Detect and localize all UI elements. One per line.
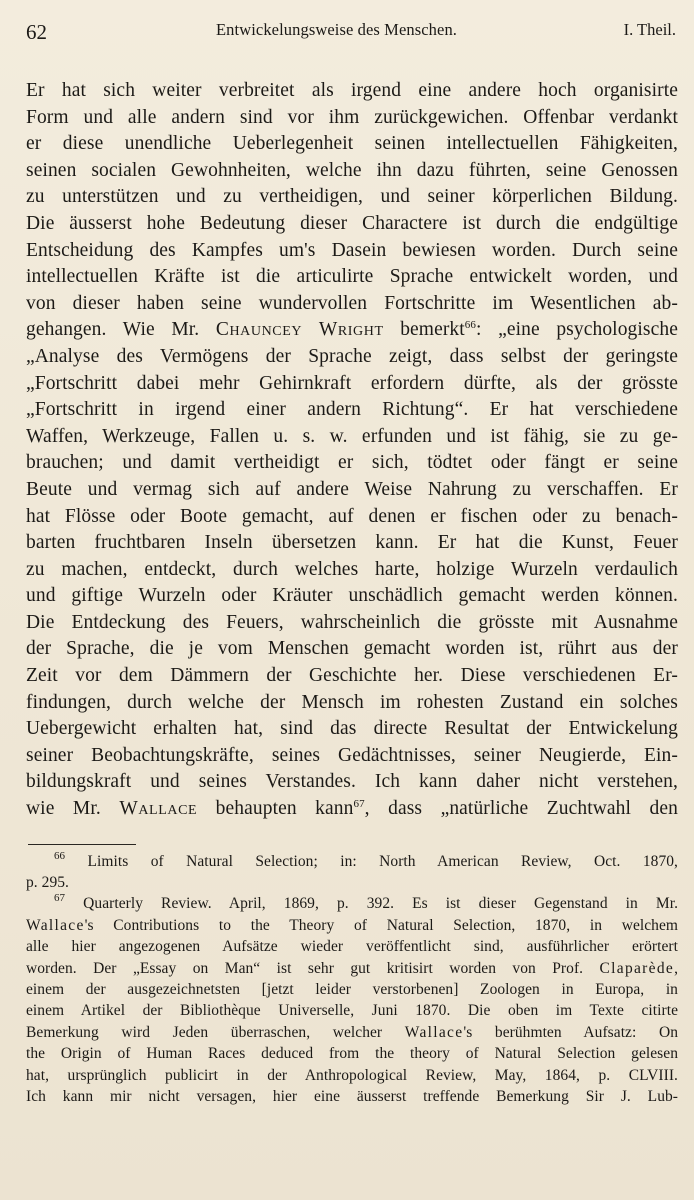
text-line-wright-citation xyxy=(26,317,678,344)
text-line: zu machen, entdeckt, durch welches harte, holzige Wurzeln verdaulich xyxy=(26,558,678,580)
text-line-wallace-citation xyxy=(26,796,678,823)
footnote-line: Ich kann mir nicht versagen, hier eine äusserst treffende Bemerkung Sir J. Lub- xyxy=(26,1088,678,1106)
page-number: 62 xyxy=(26,20,47,44)
text-line: bildungskraft und seines Verstandes. Ich kann daher nicht verstehen, xyxy=(26,771,678,793)
text-line: Beute und vermag sich auf andere Weise Nahrung zu verschaffen. Er xyxy=(26,478,678,500)
text-segment: , dass „natürliche Zuchtwahl den xyxy=(364,798,678,820)
text-line: der Sprache, die je vom Menschen gemacht worden ist, rührt aus der xyxy=(26,638,678,660)
author-name-wallace: Wallace xyxy=(404,1023,464,1041)
author-name-wallace: Wallace xyxy=(26,916,85,934)
footnote-text: worden. Der „Essay on Man“ ist sehr gut kritisirt worden von Prof. xyxy=(26,959,584,977)
footnote-line xyxy=(26,958,678,979)
footnote-ref-67[interactable]: 67 xyxy=(353,798,365,811)
footnote-line: the Origin of Human Races deduced from the theory of Natural Selection gelesen xyxy=(26,1045,678,1063)
text-line: er diese unendliche Ueberlegenheit seinen intellectuellen Fähigkeiten, xyxy=(26,133,678,155)
text-segment: behaupten kann xyxy=(215,798,354,820)
text-line: seiner Beobachtungskräfte, seines Gedächtnisses, seiner Neugierde, Ein- xyxy=(26,744,678,766)
footnote-66 xyxy=(26,851,678,872)
text-segment: : „eine psychologische xyxy=(476,319,678,341)
running-head xyxy=(26,16,680,56)
main-text xyxy=(26,78,680,823)
footnote-text: 's berühmten Aufsatz: On xyxy=(463,1023,678,1041)
footnote-marker-66: 66 xyxy=(54,849,66,862)
footnote-text: Quarterly Review. April, 1869, p. 392. Es ist dieser Gegenstand in Mr. xyxy=(83,895,678,913)
text-line: seinen socialen Gewohnheiten, welche ihn dazu führten, seine Genossen xyxy=(26,159,678,181)
footnote-text: Limits of Natural Selection; in: North American Review, Oct. 1870, xyxy=(87,852,678,870)
text-line: „Fortschritt dabei mehr Gehirnkraft erfordern dürfte, als der grösste xyxy=(26,372,678,394)
text-line: Er hat sich weiter verbreitet als irgend eine andere hoch organisirte xyxy=(26,80,678,101)
footnote-divider xyxy=(28,844,136,845)
text-segment: wie Mr. xyxy=(26,798,101,820)
text-line: Form und alle andern sind vor ihm zurückgewichen. Offenbar verdankt xyxy=(26,106,678,128)
footnote-line xyxy=(26,1022,678,1043)
footnote-67 xyxy=(26,893,678,914)
running-head-title: Entwickelungsweise des Menschen. xyxy=(216,20,458,39)
footnote-text: 's Contributions to the Theory of Natural Selection, 1870, in welchem xyxy=(84,916,678,934)
footnotes xyxy=(26,851,680,1108)
footnote-line: alle hier angezogenen Aufsätze wieder veröffentlicht sind, ausführlicher erörtert xyxy=(26,938,678,956)
text-line: Entscheidung des Kampfes um's Dasein bewiesen worden. Durch seine xyxy=(26,239,678,261)
text-line: und giftige Wurzeln oder Kräuter unschädlich gemacht werden können. xyxy=(26,585,678,607)
footnote-line: p. 295. xyxy=(26,874,69,892)
footnote-ref-66[interactable]: 66 xyxy=(464,319,476,332)
footnote-marker-67: 67 xyxy=(54,892,66,905)
author-name-wright: Chauncey Wright xyxy=(215,319,384,341)
author-name-claparede: Claparède xyxy=(599,959,675,977)
text-line: findungen, durch welche der Mensch im rohesten Zustand ein solches xyxy=(26,691,678,713)
text-segment: bemerkt xyxy=(400,319,465,341)
text-line: barten fruchtbaren Inseln übersetzen kann. Er hat die Kunst, Feuer xyxy=(26,532,678,554)
text-line: Waffen, Werkzeuge, Fallen u. s. w. erfunden und ist fähig, sie zu ge- xyxy=(26,425,678,447)
footnote-line: hat, ursprünglich publicirt in der Anthropological Review, May, 1864, p. CLVIII. xyxy=(26,1066,678,1084)
text-line: „Analyse des Vermögens der Sprache zeigt, dass selbst der geringste xyxy=(26,345,678,367)
footnote-line: einem Artikel der Bibliothèque Universelle, Juni 1870. Die oben im Texte citirte xyxy=(26,1002,678,1020)
text-line: von dieser haben seine wundervollen Fortschritte im Wesentlichen ab- xyxy=(26,292,678,314)
text-line: hat Flösse oder Boote gemacht, auf denen er fischen oder zu benach- xyxy=(26,505,678,527)
author-name-wallace: Wallace xyxy=(119,798,198,820)
footnote-text: , xyxy=(674,959,678,977)
text-line: Die äusserst hohe Bedeutung dieser Charactere ist durch die endgültige xyxy=(26,212,678,234)
text-line: Die Entdeckung des Feuers, wahrscheinlich die grösste mit Ausnahme xyxy=(26,611,678,633)
text-line: „Fortschritt in irgend einer andern Richtung“. Er hat verschiedene xyxy=(26,399,678,421)
text-line: brauchen; und damit vertheidigt er sich, tödtet oder fängt er seine xyxy=(26,452,678,474)
text-line: Zeit vor dem Dämmern der Geschichte her. Diese verschiedenen Er- xyxy=(26,665,678,687)
footnote-line xyxy=(26,915,678,936)
text-line: Uebergewicht erhalten hat, sind das directe Resultat der Entwickelung xyxy=(26,718,678,740)
footnote-line: einem der ausgezeichnetsten [jetzt leider verstorbenen] Zoologen in Europa, in xyxy=(26,981,678,999)
running-head-part: I. Theil. xyxy=(623,20,676,39)
text-line: intellectuellen Kräfte ist die articulirte Sprache entwickelt worden, und xyxy=(26,266,678,288)
text-line: zu unterstützen und zu vertheidigen, und seiner körperlichen Bildung. xyxy=(26,186,678,208)
text-segment: gehangen. Wie Mr. xyxy=(26,319,200,341)
footnote-text: Bemerkung wird Jeden überraschen, welcher xyxy=(26,1023,383,1041)
